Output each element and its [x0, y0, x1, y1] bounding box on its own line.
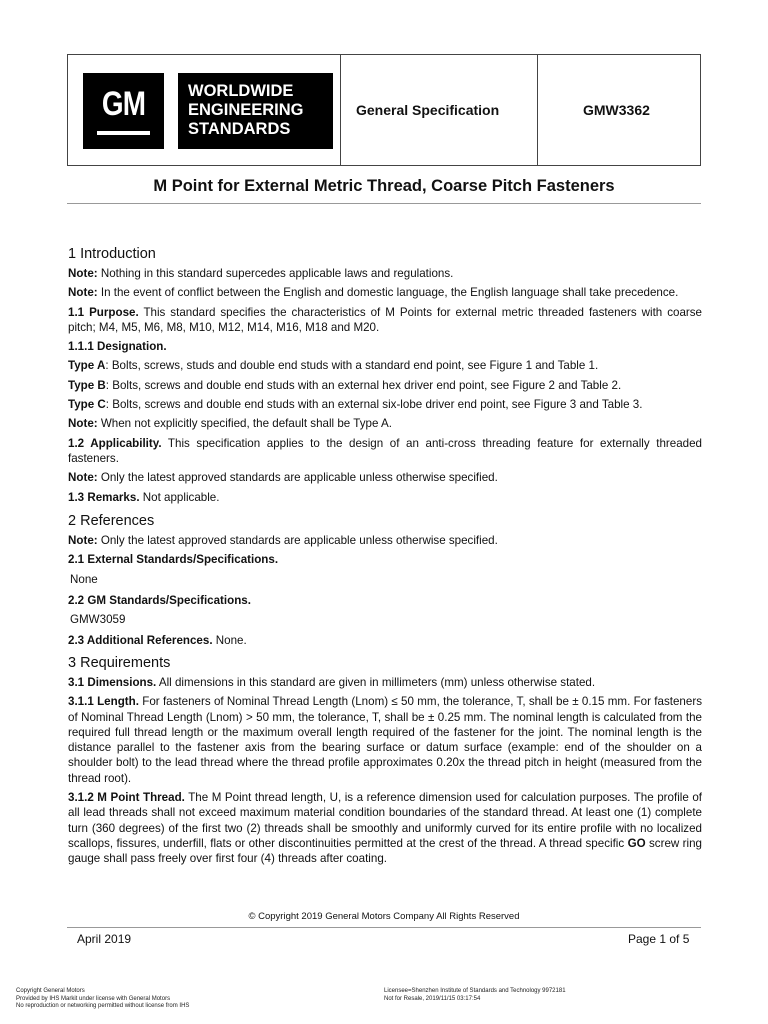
- additional-references: 2.3 Additional References. None.: [68, 634, 247, 648]
- org-line-3: STANDARDS: [188, 120, 291, 138]
- type-a: Type A: Bolts, screws, studs and double end studs with a standard end point, see Figure 1 and Table 1.: [68, 359, 599, 373]
- gm-standards-value: GMW3059: [70, 613, 126, 627]
- gm-logo-text: GM: [101, 85, 146, 123]
- page-title: M Point for External Metric Thread, Coarse Pitch Fasteners: [153, 177, 615, 195]
- provider-notice: Copyright General Motors Provided by IHS Markit under license with General Motors No reproduction or networking permitted without license from IHS: [16, 988, 190, 1009]
- gm-standards: 2.2 GM Standards/Specifications.: [68, 593, 251, 607]
- title-divider: [67, 203, 701, 204]
- designation: 1.1.1 Designation.: [68, 340, 167, 354]
- note-4: Note: Only the latest approved standards are applicable unless otherwise specified.: [68, 471, 498, 485]
- licensee-notice: Licensee=Shenzhen Institute of Standards and Technology 9972181 Not for Resale, 2019/11/15 03:17:54: [384, 988, 566, 1002]
- m-point-thread: 3.1.2 M Point Thread. The M Point thread length, U, is a reference dimension used for calculation purposes. The profile of all lead threads shall not exceed maximum material condition boundaries of the standard thread. At least one (1) complete turn (360 degrees) of the first two (2) threads shall be smoothly and uniformly curved for its entire profile with no localized scallops, fissures, underfill, flats or other discontinuities permitted at the crest of the thread. A thread specific GO screw ring gauge shall pass freely over first four (4) threads after coating.: [68, 791, 702, 866]
- length: 3.1.1 Length. For fasteners of Nominal Thread Length (Lnom) ≤ 50 mm, the tolerance, T, shall be ± 0.15 mm. For fasteners of Nominal Thread Length (Lnom) > 50 mm, the tolerance, T, shall be ± 0.25 mm. The nominal length is calculated from the required full thread length or the maximum overall length required of the fastener for the joint. The nominal length is the distance parallel to the fastener axis from the bearing surface or datum surface (example: end of the shoulder on a shoulder bolt) to the lead thread where the thread profile approximates 0.20x the thread pitch in height (measured from the thread root).: [68, 695, 702, 785]
- section-references: [68, 512, 702, 653]
- page-number: Page 1 of 5: [628, 932, 690, 946]
- gm-logo: [83, 73, 164, 149]
- worldwide-engineering-standards-logo: [178, 73, 333, 149]
- section-requirements: [68, 654, 702, 871]
- org-line-1: WORLDWIDE: [188, 82, 294, 100]
- doc-number: GMW3362: [583, 102, 650, 118]
- section-introduction: [68, 245, 702, 509]
- remarks: 1.3 Remarks. Not applicable.: [68, 490, 220, 504]
- dimensions: 3.1 Dimensions. All dimensions in this standard are given in millimeters (mm) unless otherwise stated.: [68, 676, 596, 689]
- note-2: Note: In the event of conflict between the English and domestic language, the English language shall take precedence.: [68, 286, 679, 300]
- section-3-heading: 3 Requirements: [68, 655, 171, 671]
- note-1: Note: Nothing in this standard supercedes applicable laws and regulations.: [68, 267, 454, 280]
- type-c: Type C: Bolts, screws and double end studs with an external six-lobe driver end point, see Figure 3 and Table 3.: [68, 398, 643, 412]
- type-b: Type B: Bolts, screws and double end studs with an external hex driver end point, see Figure 2 and Table 2.: [68, 378, 622, 392]
- issue-date: April 2019: [77, 932, 132, 946]
- section-1-heading: 1 Introduction: [68, 246, 156, 262]
- external-standards-value: None: [70, 572, 98, 586]
- footer-divider: [67, 927, 701, 928]
- note-3: Note: When not explicitly specified, the default shall be Type A.: [68, 417, 392, 431]
- copyright-notice: © Copyright 2019 General Motors Company All Rights Reserved: [248, 911, 520, 922]
- external-standards: 2.1 External Standards/Specifications.: [68, 553, 279, 567]
- ref-note: Note: Only the latest approved standards are applicable unless otherwise specified.: [68, 534, 498, 547]
- section-2-heading: 2 References: [68, 513, 155, 529]
- applicability: 1.2 Applicability. This specification applies to the design of an anti-cross threading feature for externally threaded fasteners.: [68, 436, 702, 465]
- spec-type: General Specification: [356, 102, 500, 118]
- org-line-2: ENGINEERING: [188, 101, 304, 119]
- purpose: 1.1 Purpose. This standard specifies the characteristics of M Points for external metric threaded fasteners with coarse pitch; M4, M5, M6, M8, M10, M12, M14, M16, M18 and M20.: [68, 305, 702, 334]
